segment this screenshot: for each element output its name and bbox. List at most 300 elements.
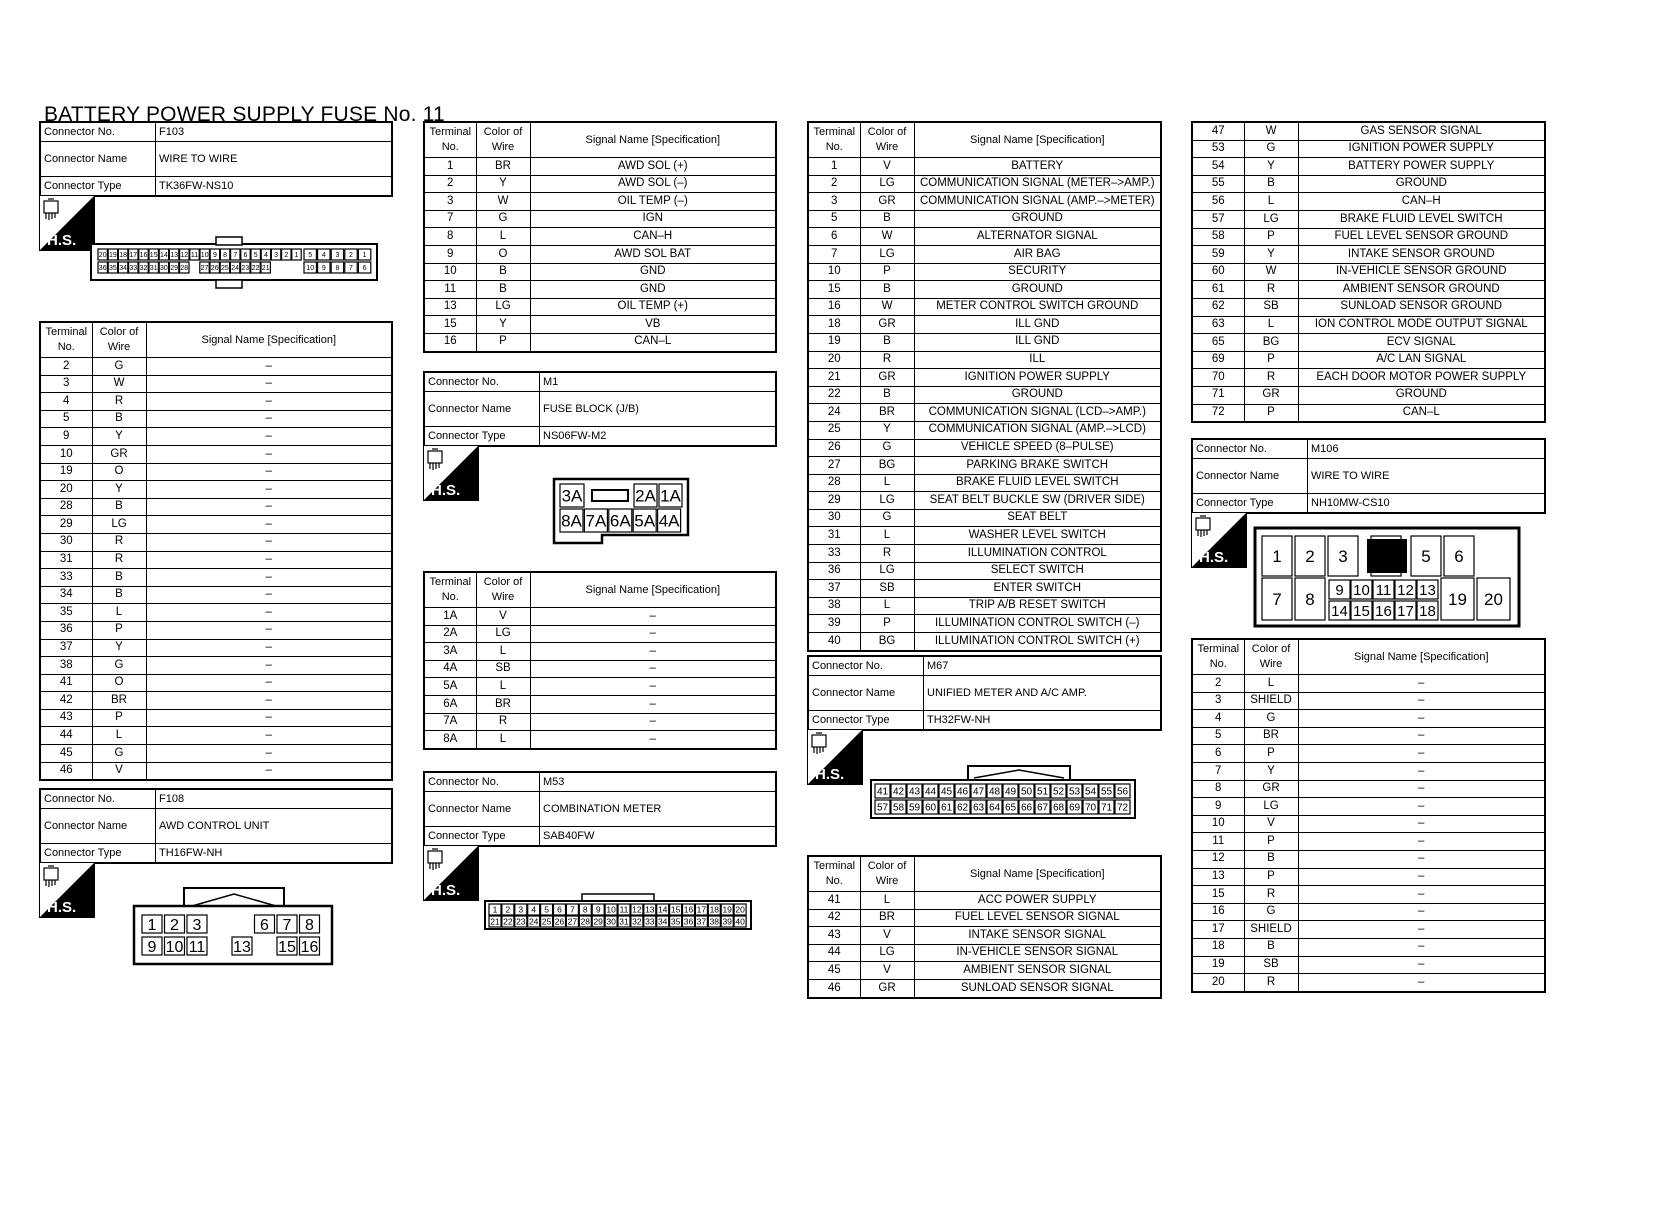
table-cell: L <box>92 727 146 745</box>
table-cell: B <box>860 210 914 228</box>
table-row <box>1192 956 1545 974</box>
table-cell: AWD SOL BAT <box>530 245 776 263</box>
table-row <box>424 245 776 263</box>
pin-number: 2 <box>170 916 179 934</box>
pin-number: 2 <box>1305 547 1315 567</box>
pin-number: 12 <box>632 904 642 915</box>
table-row <box>424 625 776 643</box>
info-label: Connector No. <box>1192 439 1308 459</box>
info-label: Connector Type <box>40 177 156 197</box>
table-row <box>1192 140 1545 158</box>
connector-face-f103 <box>90 236 380 290</box>
table-cell: 33 <box>40 569 92 587</box>
hs-label: H.S. <box>431 482 461 499</box>
header-terminal-no: Terminal No. <box>424 572 476 608</box>
table-cell: 9 <box>1192 798 1244 816</box>
table-cell: 34 <box>40 586 92 604</box>
pin-number: 68 <box>1052 802 1065 814</box>
table-cell: G <box>92 358 146 376</box>
connector-hood <box>192 894 276 906</box>
table-cell: Y <box>92 639 146 657</box>
table-cell: 15 <box>1192 886 1244 904</box>
table-cell: TRIP A/B RESET SWITCH <box>914 597 1161 615</box>
pin-number: 14 <box>1331 602 1348 620</box>
table-cell: 43 <box>40 709 92 727</box>
table-cell: Y <box>476 316 530 334</box>
table-cell: SUNLOAD SENSOR SIGNAL <box>914 979 1161 997</box>
table-cell: 11 <box>1192 833 1244 851</box>
pin-number: 4A <box>658 511 680 531</box>
table-cell: 59 <box>1192 246 1244 264</box>
table-cell: SUNLOAD SENSOR GROUND <box>1298 298 1545 316</box>
pin-number: 7 <box>1272 590 1282 610</box>
pin-number: 62 <box>956 802 969 814</box>
table-row <box>40 745 392 763</box>
table-row <box>808 492 1161 510</box>
pin-number: 8 <box>582 904 588 915</box>
pin-number: 35 <box>109 265 117 273</box>
pin-number: 9 <box>595 904 601 915</box>
table-cell: P <box>860 615 914 633</box>
table-cell: 2 <box>1192 675 1244 693</box>
table-cell: PARKING BRAKE SWITCH <box>914 457 1161 475</box>
pin-number: 10 <box>1353 581 1370 599</box>
table-cell: GR <box>92 445 146 463</box>
table-cell: 65 <box>1192 334 1244 352</box>
table-cell: 20 <box>808 351 860 369</box>
table-cell: AMBIENT SENSOR SIGNAL <box>914 962 1161 980</box>
info-value: UNIFIED METER AND A/C AMP. <box>924 676 1162 711</box>
info-label: Connector No. <box>40 789 156 809</box>
table-cell: 2A <box>424 625 476 643</box>
table-cell: – <box>1298 780 1545 798</box>
table-cell: 19 <box>1192 956 1244 974</box>
table-row <box>424 228 776 246</box>
table-cell: – <box>1298 762 1545 780</box>
table-row <box>1192 850 1545 868</box>
table-cell: 9 <box>424 245 476 263</box>
pin-number: 10 <box>606 904 616 915</box>
table-row <box>424 695 776 713</box>
table-cell: BATTERY POWER SUPPLY <box>1298 158 1545 176</box>
table-cell: 31 <box>40 551 92 569</box>
pin-number: 5 <box>1421 547 1431 567</box>
info-value: M1 <box>540 372 777 392</box>
table-row <box>808 892 1161 910</box>
pin-number: 31 <box>149 265 158 273</box>
table-row <box>1192 158 1545 176</box>
table-cell: BRAKE FLUID LEVEL SWITCH <box>1298 210 1545 228</box>
header-terminal-no: Terminal No. <box>1192 639 1244 675</box>
pin-number: 18 <box>1419 602 1436 620</box>
table-cell: METER CONTROL SWITCH GROUND <box>914 298 1161 316</box>
pin-number: 7 <box>282 916 292 934</box>
pin-number: 55 <box>1100 786 1113 798</box>
table-cell: OIL TEMP (+) <box>530 298 776 316</box>
pin-number: 5 <box>544 904 549 915</box>
table-cell: L <box>1244 316 1298 334</box>
table-cell: 10 <box>808 263 860 281</box>
header-signal-name: Signal Name [Specification] <box>914 856 1161 892</box>
table-row <box>40 410 392 428</box>
info-value: SAB40FW <box>540 827 777 847</box>
table-row <box>424 175 776 193</box>
pin-number: 32 <box>139 265 148 273</box>
table-cell: Y <box>476 175 530 193</box>
table-cell: W <box>1244 263 1298 281</box>
pin-number: 8 <box>305 916 314 934</box>
table-cell: GR <box>860 369 914 387</box>
table-cell: LG <box>860 492 914 510</box>
table-cell: R <box>1244 974 1298 992</box>
connector-face-m67 <box>870 764 1138 822</box>
table-cell: B <box>860 333 914 351</box>
pin-number: 8 <box>1305 590 1315 610</box>
table-row <box>40 727 392 745</box>
info-value: NH10MW-CS10 <box>1308 494 1546 514</box>
table-row <box>808 281 1161 299</box>
table-cell: IGNITION POWER SUPPLY <box>914 369 1161 387</box>
table-cell: GR <box>1244 780 1298 798</box>
table-cell: 39 <box>808 615 860 633</box>
pin-number: 8 <box>335 265 340 273</box>
pin-number: 14 <box>657 904 668 915</box>
table-cell: – <box>530 643 776 661</box>
info-value: FUSE BLOCK (J/B) <box>540 392 777 427</box>
pin-number: 1 <box>362 252 367 260</box>
table-cell: L <box>1244 193 1298 211</box>
info-label: Connector Name <box>40 809 156 844</box>
pin-number: 9 <box>147 938 157 956</box>
table-cell: P <box>1244 868 1298 886</box>
table-cell: GROUND <box>914 281 1161 299</box>
table-cell: 4 <box>1192 710 1244 728</box>
pin-number: 2 <box>284 252 289 260</box>
info-label: Connector Name <box>808 676 924 711</box>
table-cell: SHIELD <box>1244 921 1298 939</box>
table-row <box>424 660 776 678</box>
table-row <box>808 210 1161 228</box>
pin-number: 14 <box>160 252 168 260</box>
table-cell: L <box>476 731 530 749</box>
pin-number: 3 <box>274 252 279 260</box>
table-cell: G <box>860 509 914 527</box>
pin-number: 6 <box>260 916 269 934</box>
table-cell: – <box>146 463 392 481</box>
table-row <box>808 615 1161 633</box>
table-cell: L <box>860 892 914 910</box>
table-cell: IN-VEHICLE SENSOR GROUND <box>1298 263 1545 281</box>
pin-number: 7 <box>233 252 238 260</box>
pin-number: 20 <box>98 252 107 260</box>
table-cell: 7 <box>424 210 476 228</box>
table-cell: – <box>146 498 392 516</box>
pin-number: 7 <box>349 265 353 273</box>
pin-number: 37 <box>696 916 707 927</box>
table-cell: R <box>92 551 146 569</box>
table-cell: – <box>146 621 392 639</box>
connector-info-m106 <box>1191 438 1546 514</box>
pin-number: 20 <box>1484 590 1503 610</box>
pin-number: 13 <box>233 938 251 956</box>
table-cell: G <box>1244 140 1298 158</box>
table-cell: 41 <box>808 892 860 910</box>
table-cell: ILL GND <box>914 316 1161 334</box>
table-cell: 3 <box>808 193 860 211</box>
table-cell: 2 <box>808 175 860 193</box>
table-cell: ECV SIGNAL <box>1298 334 1545 352</box>
header-terminal-no: Terminal No. <box>424 122 476 158</box>
table-cell: – <box>1298 956 1545 974</box>
table-cell: 38 <box>808 597 860 615</box>
info-label: Connector Name <box>40 142 156 177</box>
table-cell: – <box>1298 798 1545 816</box>
pin-number: 17 <box>129 252 138 260</box>
table-row <box>1192 316 1545 334</box>
table-cell: – <box>146 657 392 675</box>
pin-number: 10 <box>200 252 209 260</box>
pin-number: 29 <box>170 265 178 273</box>
hs-label: H.S. <box>1199 549 1229 566</box>
pin-number: 21 <box>490 916 500 927</box>
table-cell: 5 <box>808 210 860 228</box>
table-cell: W <box>860 298 914 316</box>
pin-number: 16 <box>300 938 319 956</box>
pin-number: 15 <box>670 904 681 915</box>
pin-number: 34 <box>119 265 127 273</box>
table-row <box>40 674 392 692</box>
info-value: TK36FW-NS10 <box>156 177 393 197</box>
table-row <box>808 597 1161 615</box>
table-row <box>808 228 1161 246</box>
table-cell: Y <box>1244 762 1298 780</box>
table-row <box>808 633 1161 651</box>
table-cell: 30 <box>40 533 92 551</box>
pin-number: 15 <box>278 938 296 956</box>
table-row <box>808 263 1161 281</box>
table-cell: W <box>476 193 530 211</box>
table-cell: 3 <box>40 375 92 393</box>
pin-number: 26 <box>210 265 219 273</box>
table-cell: B <box>1244 175 1298 193</box>
table-cell: ILLUMINATION CONTROL <box>914 545 1161 563</box>
table-cell: 45 <box>808 962 860 980</box>
table-cell: 7 <box>808 245 860 263</box>
table-cell: FUEL LEVEL SENSOR SIGNAL <box>914 909 1161 927</box>
pin-number: 23 <box>516 916 526 927</box>
table-row <box>40 516 392 534</box>
info-value: F108 <box>156 789 393 809</box>
table-cell: COMMUNICATION SIGNAL (METER–>AMP.) <box>914 175 1161 193</box>
table-row <box>40 481 392 499</box>
pin-number: 33 <box>129 265 138 273</box>
table-cell: – <box>146 551 392 569</box>
table-cell: P <box>92 709 146 727</box>
table-cell: 55 <box>1192 175 1244 193</box>
pin-number: 47 <box>972 786 985 798</box>
table-cell: – <box>1298 833 1545 851</box>
table-row <box>808 580 1161 598</box>
table-cell: R <box>1244 886 1298 904</box>
table-row <box>1192 386 1545 404</box>
table-cell: Y <box>92 481 146 499</box>
pin-number: 6A <box>609 511 631 531</box>
pin-number: 22 <box>251 265 260 273</box>
table-row <box>1192 404 1545 422</box>
table-cell: R <box>92 533 146 551</box>
pin-number: 51 <box>1036 786 1049 798</box>
table-row <box>40 498 392 516</box>
table-cell: SHIELD <box>1244 692 1298 710</box>
pin-number: 3 <box>518 904 524 915</box>
table-row <box>40 657 392 675</box>
pin-number: 21 <box>261 265 270 273</box>
table-cell: – <box>1298 974 1545 992</box>
table-cell: 31 <box>808 527 860 545</box>
table-row <box>424 158 776 176</box>
connector-hood <box>968 766 1070 780</box>
table-cell: 20 <box>40 481 92 499</box>
pin-number: 11 <box>188 938 206 956</box>
table-row <box>1192 175 1545 193</box>
table-row <box>808 369 1161 387</box>
pin-number: 1A <box>660 486 681 506</box>
table-row <box>808 245 1161 263</box>
table-row <box>40 445 392 463</box>
table-row <box>808 457 1161 475</box>
table-cell: 10 <box>1192 815 1244 833</box>
page-title: BATTERY POWER SUPPLY FUSE No. 11 <box>44 103 445 126</box>
connector-face-m1 <box>552 477 690 545</box>
table-cell: LG <box>476 625 530 643</box>
pin-number: 3A <box>561 486 583 506</box>
table-cell: P <box>92 621 146 639</box>
pin-number: 12 <box>180 252 189 260</box>
pin-number: 36 <box>98 265 107 273</box>
table-row <box>808 927 1161 945</box>
pin-number: 24 <box>528 916 539 927</box>
table-row <box>40 586 392 604</box>
pin-number: 15 <box>1353 602 1370 620</box>
table-cell: G <box>1244 903 1298 921</box>
table-row <box>1192 692 1545 710</box>
table-cell: EACH DOOR MOTOR POWER SUPPLY <box>1298 369 1545 387</box>
table-cell: 19 <box>40 463 92 481</box>
pin-number: 6 <box>362 265 367 273</box>
info-label: Connector Name <box>424 792 540 827</box>
table-cell: 7A <box>424 713 476 731</box>
table-cell: BR <box>860 909 914 927</box>
table-row <box>40 604 392 622</box>
table-cell: 46 <box>40 762 92 780</box>
table-cell: 70 <box>1192 369 1244 387</box>
table-cell: SB <box>1244 298 1298 316</box>
table-cell: G <box>92 745 146 763</box>
pin-number: 59 <box>908 802 921 814</box>
connector-key <box>592 490 628 501</box>
info-label: Connector No. <box>424 772 540 792</box>
table-cell: 61 <box>1192 281 1244 299</box>
table-cell: 36 <box>808 562 860 580</box>
pin-number: 8A <box>561 511 582 531</box>
header-terminal-no: Terminal No. <box>808 856 860 892</box>
hs-label: H.S. <box>47 232 77 249</box>
table-cell: ENTER SWITCH <box>914 580 1161 598</box>
table-cell: 45 <box>40 745 92 763</box>
table-cell: Y <box>1244 246 1298 264</box>
table-cell: WASHER LEVEL SWITCH <box>914 527 1161 545</box>
table-cell: 5A <box>424 678 476 696</box>
table-cell: GROUND <box>914 210 1161 228</box>
table-cell: 5 <box>40 410 92 428</box>
pin-number: 1 <box>294 252 299 260</box>
header-signal-name: Signal Name [Specification] <box>530 122 776 158</box>
table-cell: – <box>1298 727 1545 745</box>
header-color-of-wire: Color of Wire <box>860 856 914 892</box>
header-signal-name: Signal Name [Specification] <box>146 322 392 358</box>
pin-number: 11 <box>619 904 629 915</box>
table-cell: BATTERY <box>914 158 1161 176</box>
table-row <box>40 762 392 780</box>
connector-latch <box>216 237 242 245</box>
table-cell: 6 <box>808 228 860 246</box>
table-cell: – <box>1298 815 1545 833</box>
table-cell: 17 <box>1192 921 1244 939</box>
table-cell: – <box>1298 886 1545 904</box>
table-cell: 4 <box>40 393 92 411</box>
table-cell: O <box>92 674 146 692</box>
table-cell: 71 <box>1192 386 1244 404</box>
table-cell: BR <box>860 404 914 422</box>
terminal-table-m106 <box>1191 638 1546 993</box>
table-cell: 44 <box>40 727 92 745</box>
table-cell: GAS SENSOR SIGNAL <box>1298 122 1545 140</box>
pin-number: 15 <box>149 252 158 260</box>
header-terminal-no: Terminal No. <box>40 322 92 358</box>
table-cell: L <box>1244 675 1298 693</box>
table-cell: – <box>530 678 776 696</box>
info-value: TH16FW-NH <box>156 844 393 864</box>
table-cell: 47 <box>1192 122 1244 140</box>
table-cell: – <box>146 533 392 551</box>
pin-number: 9 <box>1335 581 1344 599</box>
terminal-table-f108 <box>423 121 777 353</box>
table-cell: 33 <box>808 545 860 563</box>
table-cell: CAN–L <box>530 333 776 351</box>
pin-number: 45 <box>940 786 953 798</box>
pin-number: 1 <box>147 916 157 934</box>
table-cell: 16 <box>424 333 476 351</box>
connector-info-f103 <box>39 121 393 197</box>
pin-number: 10 <box>165 938 184 956</box>
table-cell: – <box>1298 903 1545 921</box>
pin-number: 13 <box>170 252 178 260</box>
table-cell: L <box>860 527 914 545</box>
table-row <box>424 263 776 281</box>
table-cell: P <box>1244 351 1298 369</box>
table-cell: – <box>530 625 776 643</box>
table-row <box>1192 228 1545 246</box>
table-cell: 13 <box>424 298 476 316</box>
table-row <box>808 474 1161 492</box>
table-cell: GR <box>860 979 914 997</box>
header-color-of-wire: Color of Wire <box>92 322 146 358</box>
table-cell: R <box>1244 369 1298 387</box>
table-cell: 11 <box>424 281 476 299</box>
pin-number: 70 <box>1084 802 1097 814</box>
info-label: Connector Type <box>424 827 540 847</box>
pin-number: 49 <box>1004 786 1017 798</box>
